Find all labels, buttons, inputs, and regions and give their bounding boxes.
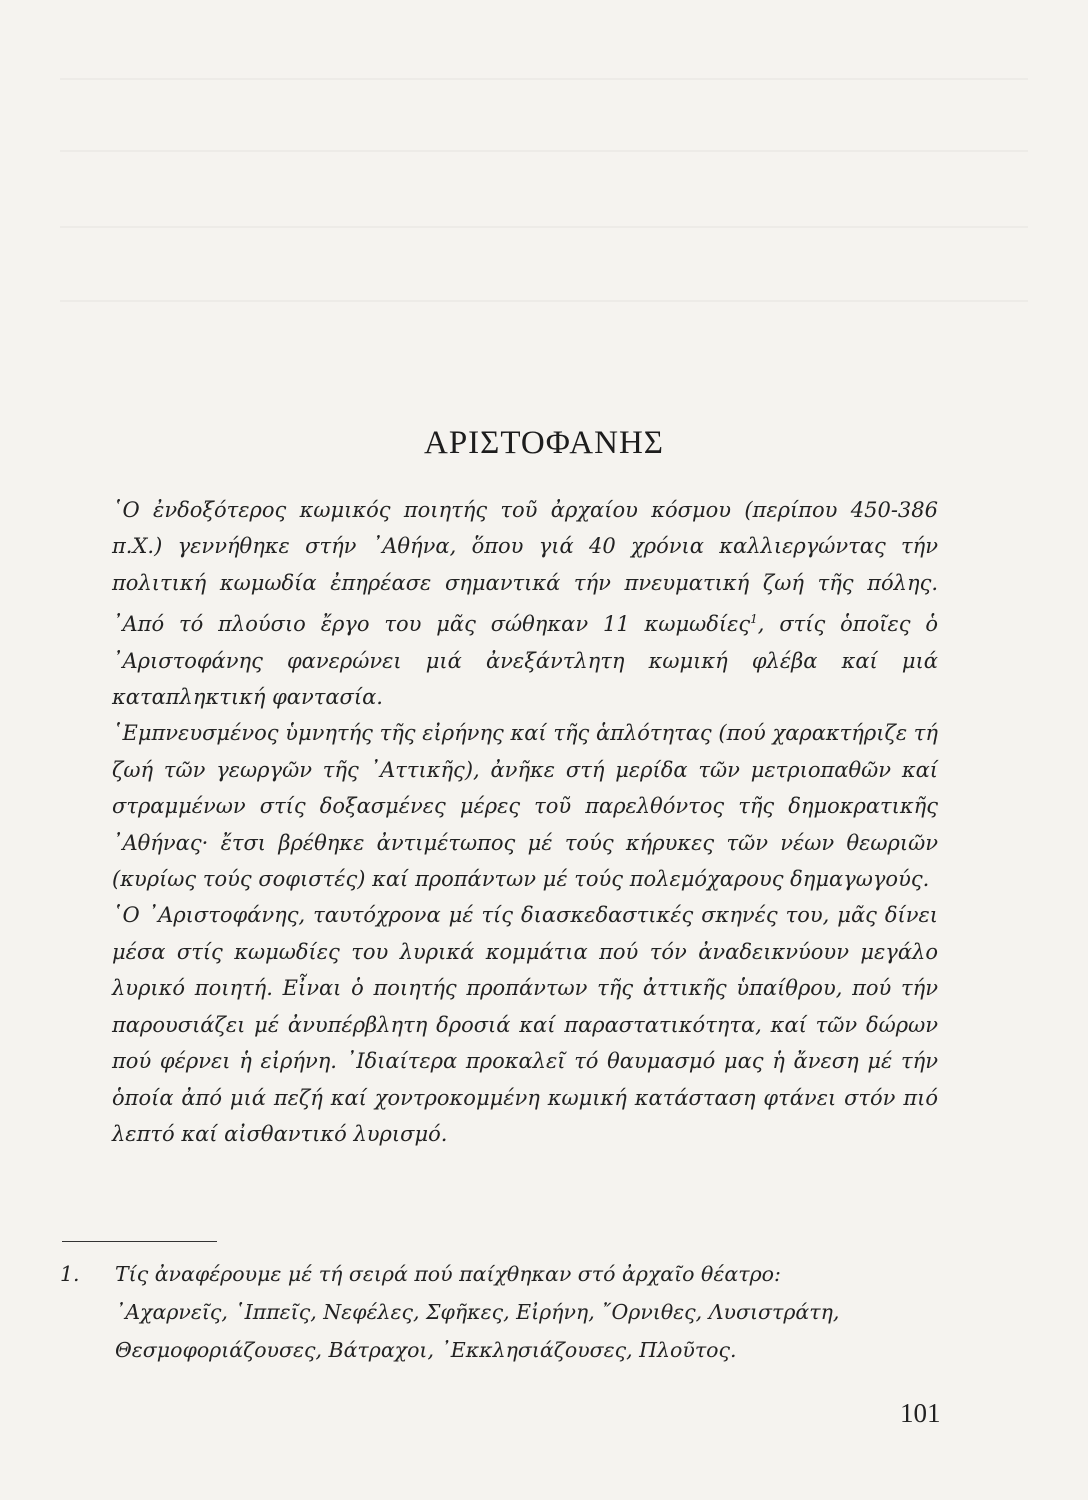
footnote-reference[interactable]: 1 <box>750 612 758 627</box>
footnote <box>60 1255 940 1369</box>
page-number: 101 <box>900 1398 941 1428</box>
paragraph-1 <box>112 492 938 715</box>
footnote-line-3: Θεσμοφοριάζουσες, Βάτραχοι, ᾿Εκκλησιάζουσες, Πλοῦτος. <box>115 1338 737 1362</box>
bleed-through-line <box>60 78 1028 80</box>
footnote-number: 1. <box>60 1262 80 1286</box>
paragraph-3: ῾Ο ᾿Αριστοφάνης, ταυτόχρονα μέ τίς διασκεδαστικές σκηνές του, μᾶς δίνει μέσα στίς κωμωδίες του λυρικά κομμάτια πού τόν ἀναδεικνύουν μεγάλο λυρικό ποιητή. Εἶναι ὁ ποιητής προπάντων τῆς ἀττικῆς ὑπαίθρου, πού τήν παρουσιάζει μέ ἀνυπέρβλητη δροσιά καί παραστατικότητα, καί τῶν δώρων πού φέρνει ἡ εἰρήνη. ᾿Ιδιαίτερα προκαλεῖ τό θαυμασμό μας ἡ ἄνεση μέ τήν ὁποία ἀπό μιά πεζή καί χοντροκομμένη κωμική κατάσταση φτάνει στόν πιό λεπτό καί αἰσθαντικό λυρισμό. <box>112 903 938 1146</box>
chapter-title: ΑΡΙΣΤΟΦΑΝΗΣ <box>423 425 665 461</box>
footnote-line-1: Τίς ἀναφέρουμε μέ τή σειρά πού παίχθηκαν στό ἀρχαῖο θέατρο: <box>115 1262 781 1286</box>
paragraph-1-tail: , στίς ὁποῖες ὁ ᾿Αριστοφάνης φανερώνει μιά ἀνεξάντλητη κωμική φλέβα καί μιά καταπληκτική φαντασία. <box>112 612 938 710</box>
bleed-through-line <box>60 226 1028 228</box>
paragraph-2: ῾Εμπνευσμένος ὑμνητής τῆς εἰρήνης καί τῆς ἁπλότητας (πού χαρακτήριζε τή ζωή τῶν γεωργῶν τῆς ᾿Αττικῆς), ἀνῆκε στή μερίδα τῶν μετριοπαθῶν καί στραμμένων στίς δοξασμένες μέρες τοῦ παρελθόντος τῆς δημοκρατικῆς ᾿Αθήνας· ἔτσι βρέθηκε ἀντιμέτωπος μέ τούς κήρυκες τῶν νέων θεωριῶν (κυρίως τούς σοφιστές) καί προπάντων μέ τούς πολεμόχαρους δημαγωγούς. <box>112 721 938 892</box>
body-text <box>112 492 938 1152</box>
footnote-line-2: ᾿Αχαρνεῖς, ῾Ιππεῖς, Νεφέλες, Σφῆκες, Εἰρήνη, ῎Ορνιθες, Λυσιστράτη, <box>115 1300 840 1324</box>
bleed-through-line <box>60 300 1028 302</box>
bleed-through-line <box>60 150 1028 152</box>
paragraph-1-text: ῾Ο ἐνδοξότερος κωμικός ποιητής τοῦ ἀρχαίου κόσμου (περίπου 450-386 π.Χ.) γεννήθηκε στήν ᾿Αθήνα, ὅπου γιά 40 χρόνια καλλιεργώντας τήν πολιτική κωμωδία ἐπηρέασε σημαντικά τήν πνευματική ζωή τῆς πόλης. ᾿Από τό πλούσιο ἔργο του μᾶς σώθηκαν 11 κωμωδίες <box>112 498 938 637</box>
footnote-divider <box>62 1241 217 1242</box>
